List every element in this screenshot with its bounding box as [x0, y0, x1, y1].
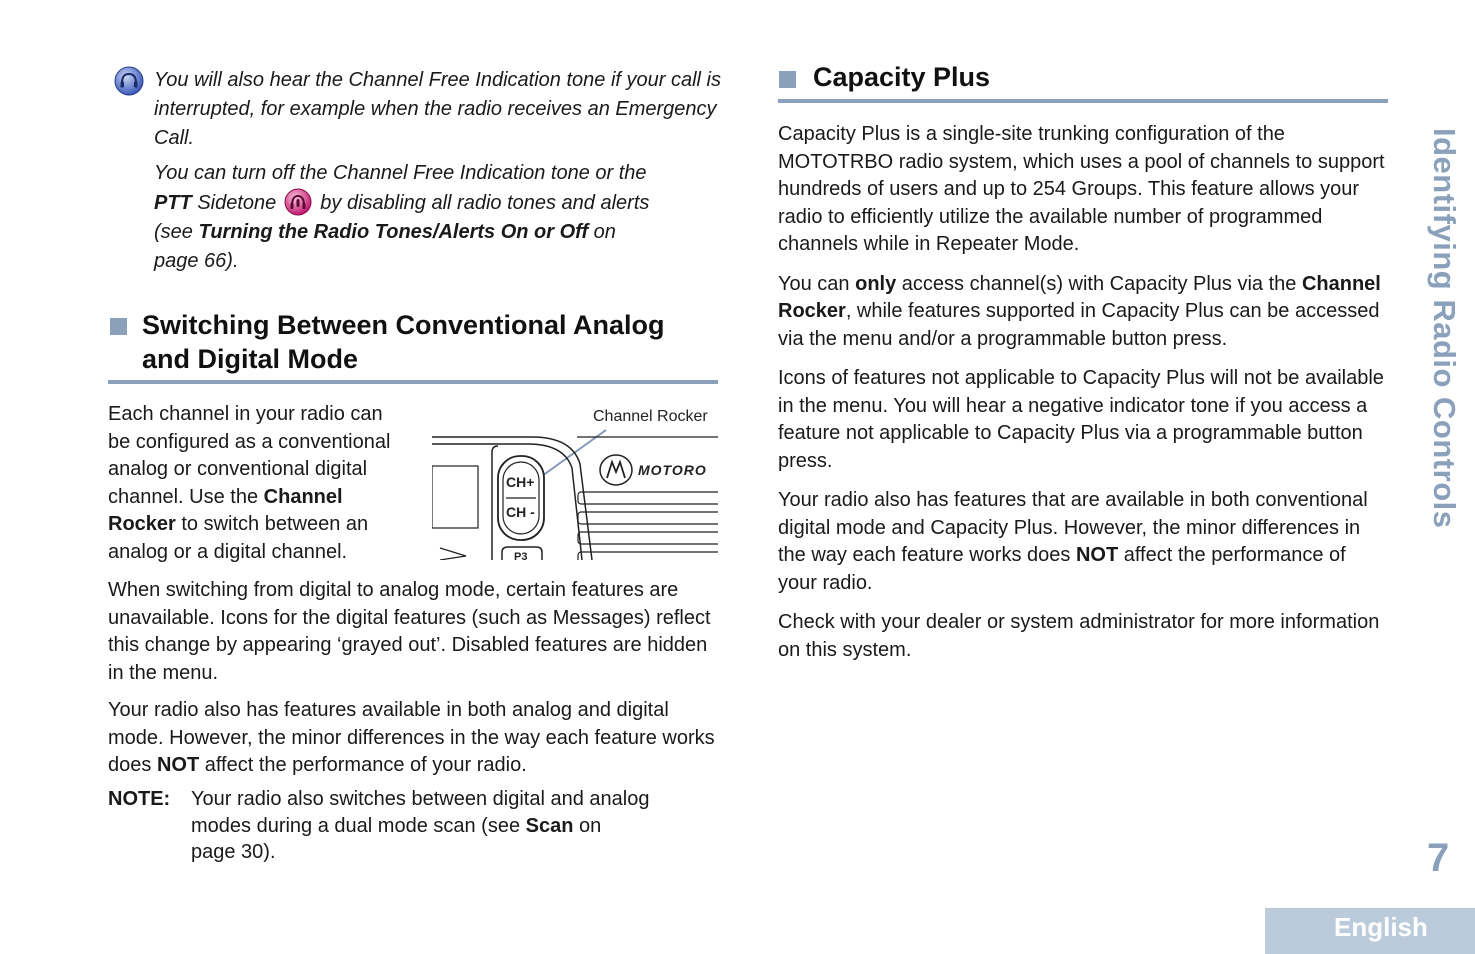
intro-line: analog or a digital channel.	[108, 540, 348, 563]
tip-text-fragment: (see	[154, 221, 199, 243]
paragraph: When switching from digital to analog mode, certain features are unavailable. Icons for the digital features (such as Messages) reflect this change by appearing ‘grayed out’. Disabled features are hidden in the menu.	[108, 579, 711, 684]
intro-line: Each channel in your radio can	[108, 403, 383, 425]
text-run: affect the performance of your radio.	[778, 544, 1346, 594]
ch-down-label: CH -	[506, 504, 535, 520]
text-run: access channel(s) with Capacity Plus via the	[896, 272, 1302, 295]
capacity-plus-body	[778, 121, 1390, 664]
figure-callout-label: Channel Rocker	[593, 408, 708, 425]
channel-rocker-term: Channel Rocker	[778, 272, 1381, 322]
capacity-paragraph-2	[778, 271, 1390, 354]
note-text	[191, 786, 711, 866]
tip-text-fragment: page 66).	[154, 250, 239, 272]
tip-text-line: You can turn off the Channel Free Indication tone or the	[154, 162, 647, 184]
text-run: Your radio also has features available in both analog and digital mode. However, the minor differences in the way each feature works does	[108, 699, 715, 776]
p3-key-label: P3	[514, 551, 528, 560]
intro-line: be configured as a conventional	[108, 430, 391, 453]
sidetone-icon	[284, 188, 312, 216]
capacity-paragraph-1: Capacity Plus is a single-site trunking configuration of the MOTOTRBO radio system, which uses a pool of channels to support hundreds of users and up to 254 Groups. This feature allows your radio to efficiently utilize the available number of programmed channels while in Repeater Mode.	[778, 123, 1385, 255]
section-divider	[108, 380, 718, 384]
channel-rocker-figure	[432, 404, 718, 560]
text-run: page 30).	[191, 841, 276, 863]
text-run: , while features supported in Capacity Plus can be accessed via the menu and/or a programmable button press.	[778, 300, 1380, 350]
intro-line: analog or conventional digital	[108, 458, 368, 480]
section-title-switching-mode	[142, 308, 742, 376]
switching-paragraph-2	[108, 577, 723, 687]
capacity-paragraph-4	[778, 487, 1390, 597]
capacity-paragraph-3: Icons of features not applicable to Capacity Plus will not be available in the menu. You will hear a negative indicator tone if you access a feature not applicable to Capacity Plus via a programmable button press.	[778, 367, 1384, 472]
note-label	[108, 786, 170, 813]
channel-rocker-term: Rocker	[108, 513, 176, 535]
tip-text-line: by disabling all radio tones and alerts	[320, 192, 650, 214]
scan-reference[interactable]: Scan	[525, 814, 574, 837]
page-number: 7	[1427, 836, 1450, 880]
language-tab: English	[1265, 908, 1475, 954]
section-divider	[778, 99, 1388, 103]
emphasis: NOT	[1075, 544, 1119, 566]
text-run: You can	[778, 272, 856, 295]
emphasis: NOT	[156, 754, 200, 776]
text-run: Your radio also has features that are available in both conventional digital mode and Capacity Plus. However, the minor differences in the way each feature works does	[778, 489, 1368, 566]
channel-rocker-term: Channel	[263, 485, 343, 508]
section-title-capacity-plus: Capacity Plus	[813, 62, 991, 92]
chapter-side-tab	[1418, 128, 1462, 558]
emphasis: only	[855, 272, 897, 295]
text-run: affect the performance of your radio.	[199, 754, 527, 776]
tip-paragraph-1: You will also hear the Channel Free Indication tone if your call is interrupted, for example when the radio receives an Emergency Call.	[154, 69, 721, 149]
tip-paragraph-2	[154, 159, 724, 276]
brand-wordmark: MOTORO	[638, 462, 707, 478]
tones-alerts-reference[interactable]: Turning the Radio Tones/Alerts On or Off	[198, 221, 589, 243]
switching-intro-text	[108, 401, 428, 566]
text-run: on	[573, 814, 602, 837]
switching-paragraph-3	[108, 697, 723, 780]
section-title-line: Switching Between Conventional Analog	[142, 310, 665, 340]
text-run: Your radio also switches between digital and analog modes during a dual mode scan (see	[191, 788, 650, 837]
sidetone-label: Sidetone	[191, 192, 277, 214]
section-title-line: and Digital Mode	[142, 344, 358, 374]
chapter-side-tab-label: Identifying Radio Controls	[1427, 128, 1462, 529]
section-bullet	[110, 318, 127, 335]
intro-line: to switch between an	[175, 513, 369, 535]
section-bullet	[779, 71, 796, 88]
capacity-paragraph-5: Check with your dealer or system administrator for more information on this system.	[778, 611, 1380, 661]
ptt-label: PTT	[154, 192, 192, 214]
headset-icon	[114, 66, 144, 96]
tip-text	[154, 66, 724, 276]
intro-line: channel. Use the	[108, 485, 264, 508]
tip-text-fragment: on	[588, 221, 616, 243]
ch-up-label: CH+	[506, 474, 535, 490]
paragraph	[108, 697, 723, 780]
note-label-text: NOTE:	[108, 788, 171, 810]
